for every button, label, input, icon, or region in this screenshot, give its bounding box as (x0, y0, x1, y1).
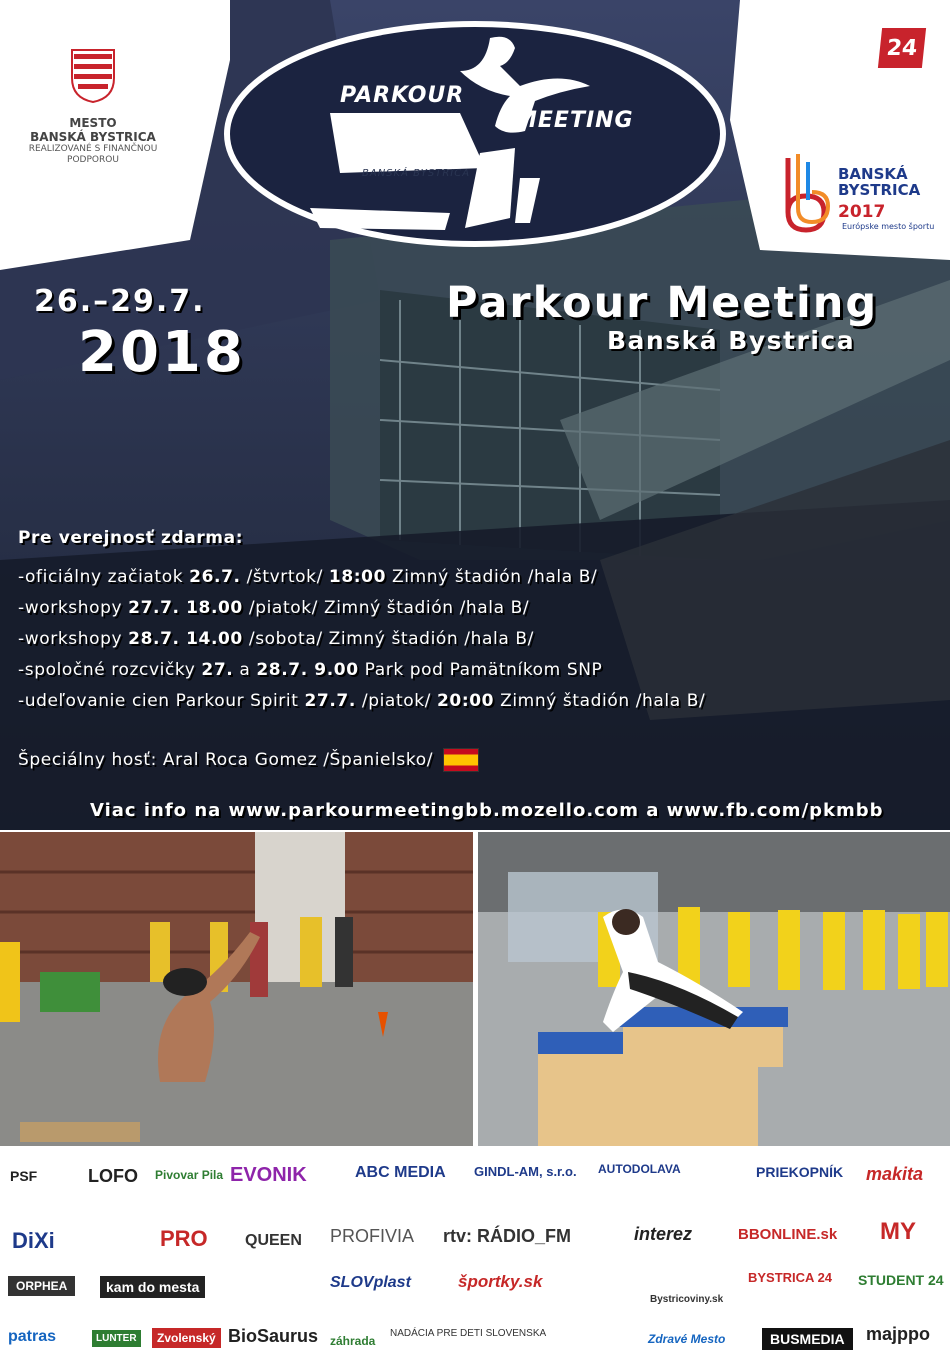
photo-vault-athlete (478, 832, 950, 1146)
photo-right-scene (478, 832, 950, 1146)
bb2017-emblem-icon (780, 152, 836, 238)
city-name-line1: MESTO (69, 116, 117, 130)
badge-24-logo: 24 (878, 28, 926, 68)
sponsor-logo: PROFIVIA (330, 1226, 415, 1246)
special-guest-text: Špeciálny hosť: Aral Roca Gomez /Španielsko/ (18, 750, 434, 770)
sponsor-logo: Zvolenský (152, 1328, 221, 1348)
city-sub-line1: REALIZOVANÉ S FINANČNOU (28, 144, 158, 154)
sponsor-logo: interez (634, 1224, 693, 1244)
sponsor-logo: STUDENT 24 (858, 1272, 944, 1288)
schedule-heading: Pre verejnosť zdarma: (18, 528, 244, 548)
sponsor-logo: LOFO (88, 1166, 138, 1186)
logo-subtitle: BANSKÁ BYSTRICA (362, 168, 471, 179)
sponsor-logo: záhrada (330, 1334, 376, 1348)
sponsor-logo: BYSTRICA 24 (748, 1270, 833, 1285)
sponsor-logo: makita (866, 1164, 924, 1184)
sponsor-logo: LUNTER (92, 1330, 141, 1347)
event-subtitle: Banská Bystrica (607, 326, 856, 355)
sponsor-logo: DiXi (12, 1228, 55, 1253)
bb2017-line1: BANSKÁ (838, 165, 908, 183)
coat-of-arms-icon (70, 48, 116, 104)
city-name-line2: BANSKÁ BYSTRICA (30, 130, 156, 144)
bb2017-sub: Európske mesto športu (842, 222, 935, 231)
sponsor-logo: SLOVplast (330, 1274, 411, 1291)
schedule-line: -workshopy 28.7. 14.00 /sobota/ Zimný štadión /hala B/ (18, 629, 534, 649)
sponsor-logo: NADÁCIA PRE DETI SLOVENSKA (390, 1328, 547, 1339)
event-title: Parkour Meeting (446, 278, 879, 328)
schedule-line: -spoločné rozcvičky 27. a 28.7. 9.00 Park pod Pamätníkom SNP (18, 660, 603, 680)
logo-title-parkour: PARKOUR (340, 83, 465, 108)
sponsor-logo: BBONLINE.sk (738, 1226, 838, 1243)
city-logo (28, 48, 158, 166)
logo-title-meeting: MEETING (515, 108, 634, 133)
schedule-line: -oficiálny začiatok 26.7. /štvrtok/ 18:00 Zimný štadión /hala B/ (18, 567, 598, 587)
sponsor-logo: športky.sk (458, 1272, 543, 1291)
special-guest (18, 748, 479, 772)
photo-handstand-athlete (0, 832, 473, 1146)
event-dates: 26.–29.7. (34, 284, 206, 319)
sponsor-logo: AUTODOLAVA (598, 1162, 681, 1176)
spain-flag-icon (443, 748, 479, 772)
banska-bystrica-2017-logo (780, 150, 940, 240)
sponsor-logo: EVONIK (230, 1164, 307, 1186)
sponsor-logo: ORPHEA (8, 1276, 75, 1296)
schedule-line: -udeľovanie cien Parkour Spirit 27.7. /piatok/ 20:00 Zimný štadión /hala B/ (18, 691, 706, 711)
sponsor-logo: PRO (160, 1226, 208, 1251)
sponsor-logo: Bystricoviny.sk (650, 1294, 724, 1305)
sponsor-logo: GINDL-AM, s.r.o. (474, 1164, 577, 1179)
sponsor-logo: PSF (10, 1168, 38, 1184)
photo-left-scene (0, 832, 473, 1146)
sponsor-logo: kam do mesta (100, 1276, 205, 1298)
sponsor-logo: BioSaurus (228, 1326, 319, 1346)
sponsor-logo: majppo (866, 1324, 931, 1344)
bb2017-year: 2017 (838, 202, 886, 222)
city-sub-line2: PODPOROU (67, 155, 119, 165)
sponsor-logo: Zdravé Mesto (648, 1332, 726, 1346)
more-info-link[interactable]: Viac info na www.parkourmeetingbb.mozello.com a www.fb.com/pkmbb (90, 800, 884, 821)
sponsor-logo: ABC MEDIA (355, 1164, 446, 1181)
schedule-info (18, 528, 705, 717)
parkour-meeting-logo (220, 18, 730, 250)
sponsors-section (0, 1148, 950, 1366)
sponsor-logo: BUSMEDIA (762, 1328, 853, 1350)
schedule-line: -workshopy 27.7. 18.00 /piatok/ Zimný štadión /hala B/ (18, 598, 530, 618)
sponsor-logo: rtv: RÁDIO_FM (443, 1226, 572, 1246)
sponsor-logo: QUEEN (245, 1232, 302, 1249)
sponsor-logo: PRIEKOPNÍK (756, 1164, 844, 1180)
sponsor-logo: MY (880, 1218, 916, 1245)
bb2017-line2: BYSTRICA (838, 181, 921, 199)
sponsor-logo: Pivovar Pila (155, 1168, 224, 1182)
sponsor-logo: patras (8, 1328, 57, 1345)
event-year: 2018 (78, 320, 246, 385)
